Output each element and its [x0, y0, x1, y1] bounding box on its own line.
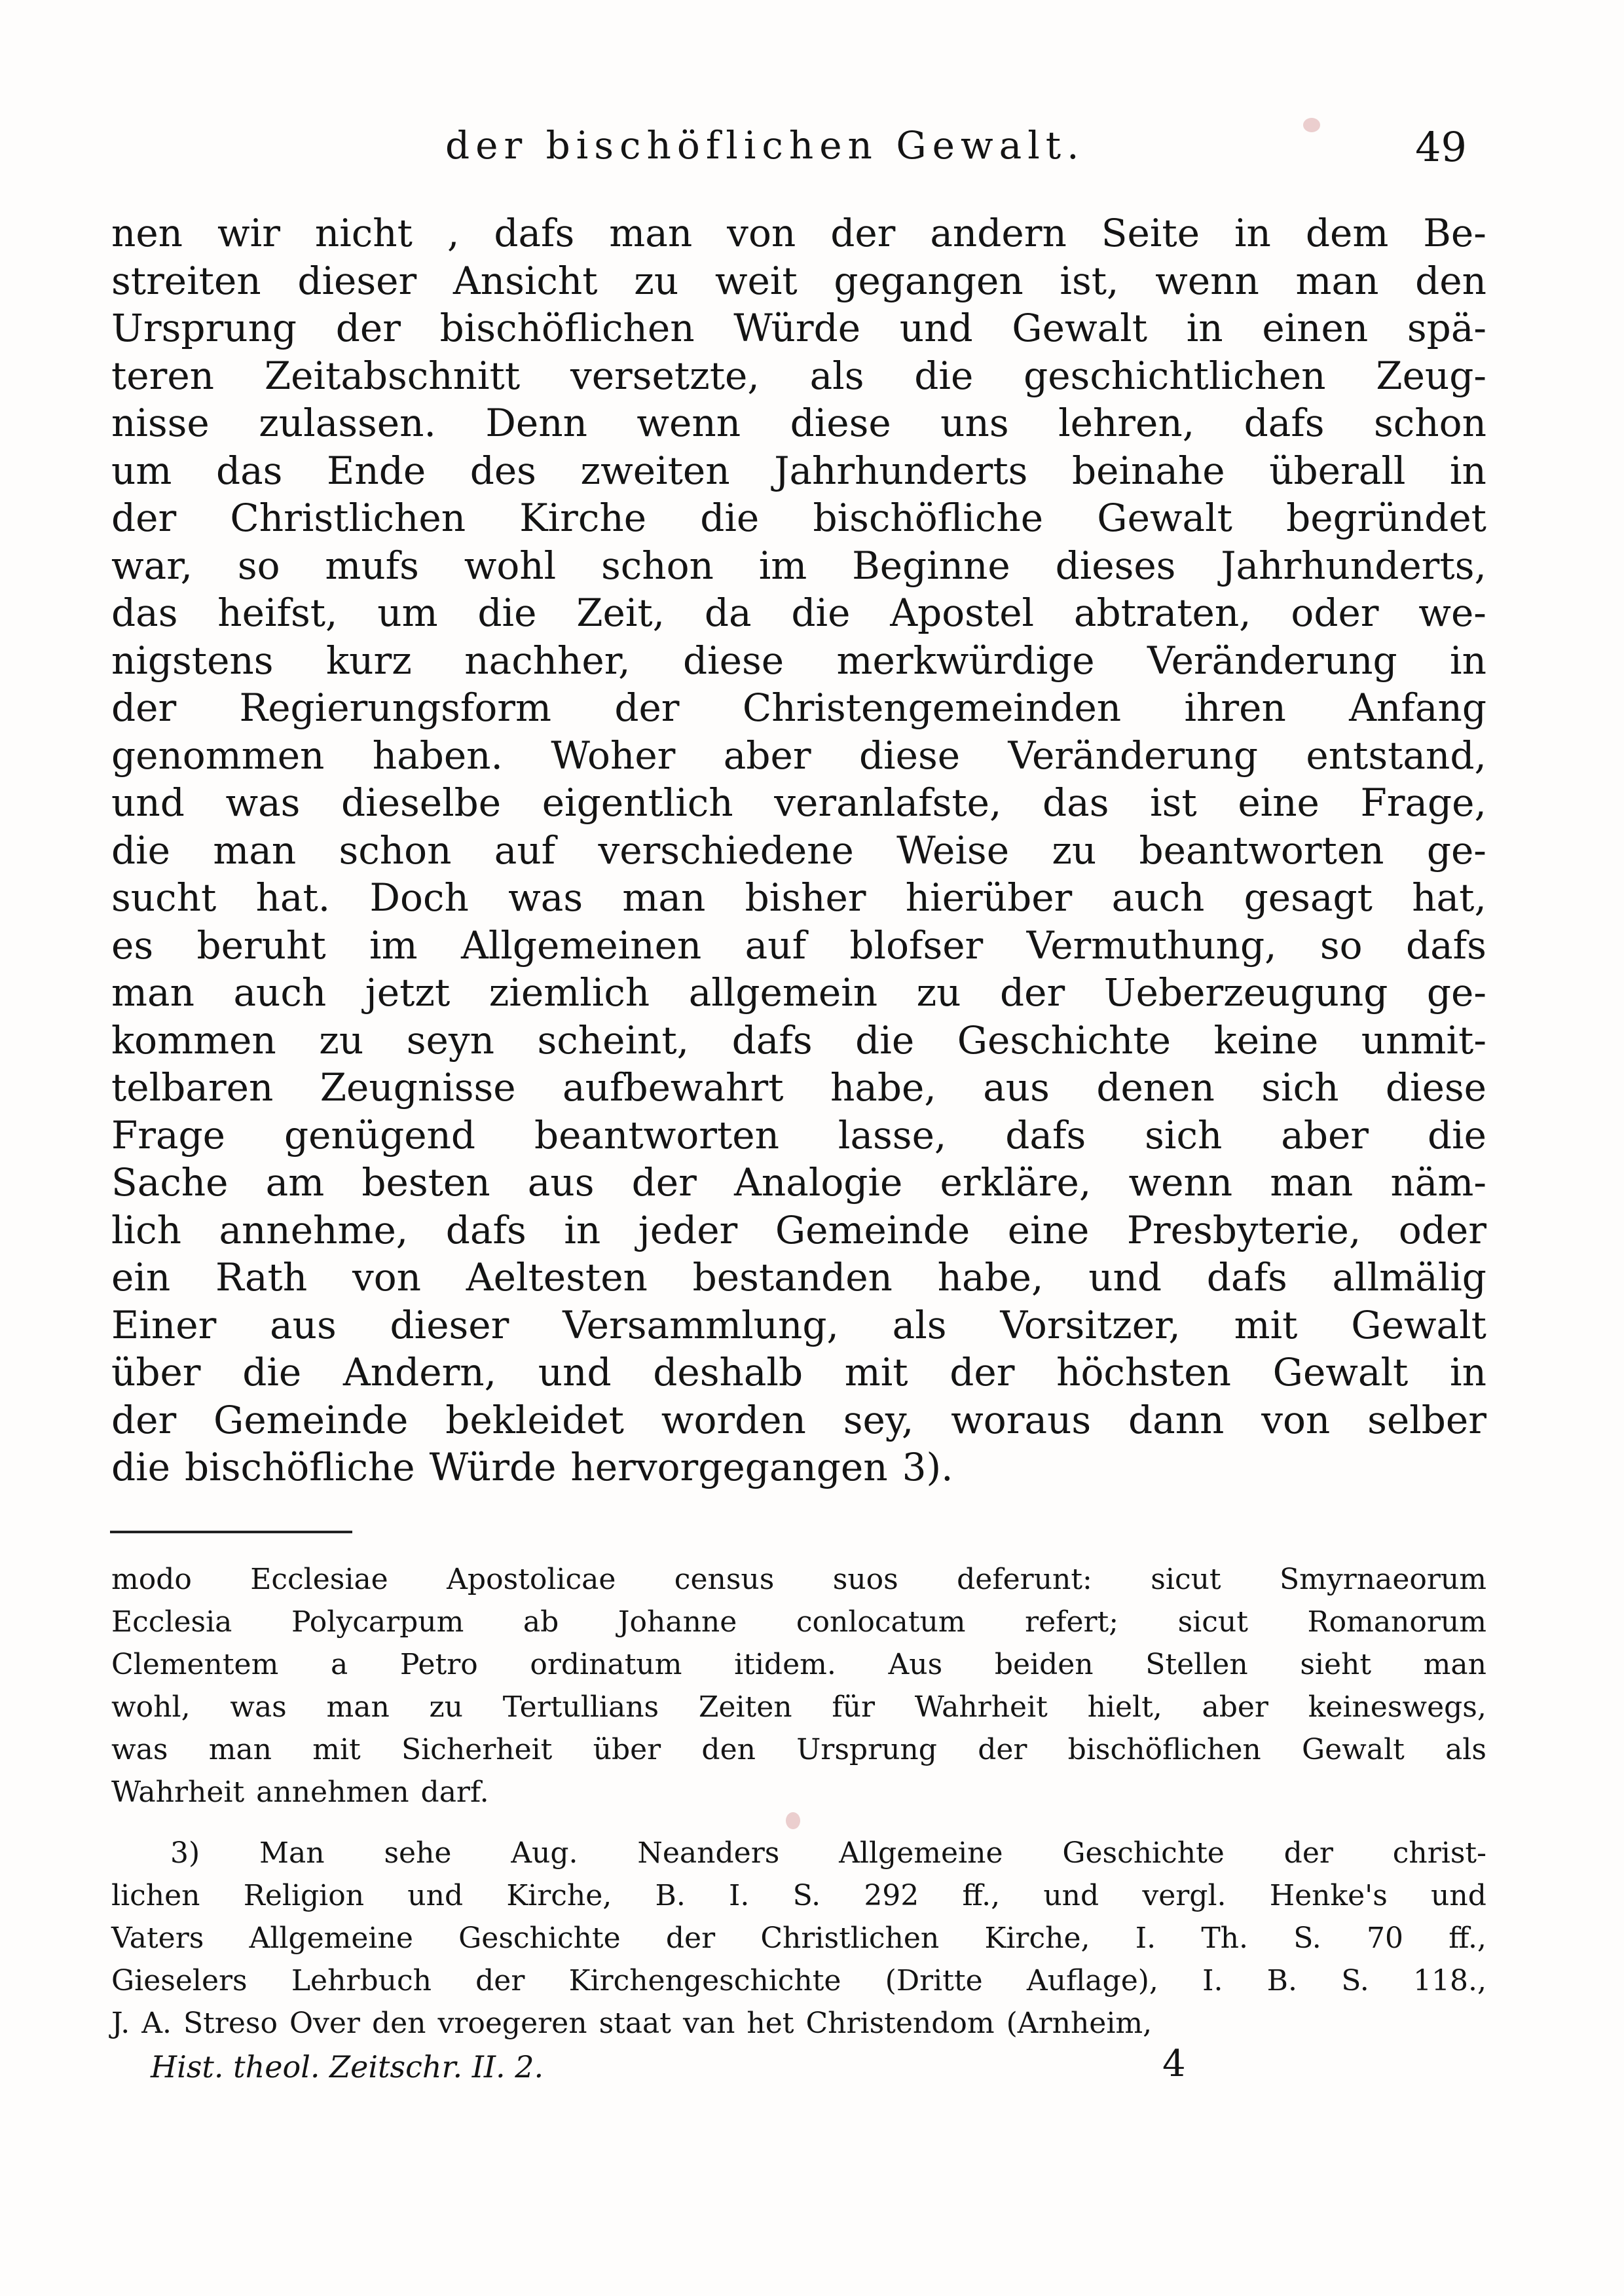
body-line: es beruht im Allgemeinen auf blofser Vermuthung, so dafs: [111, 922, 1486, 968]
body-line: streiten dieser Ansicht zu weit gegangen ist, wenn man den: [111, 258, 1486, 303]
body-line: der Regierungsform der Christengemeinden ihren Anfang: [111, 685, 1486, 730]
body-line: genommen haben. Woher aber diese Veränderung entstand,: [111, 733, 1486, 778]
body-line: um das Ende des zweiten Jahrhunderts beinahe überall in: [111, 448, 1486, 493]
body-line: kommen zu seyn scheint, dafs die Geschichte keine unmit-: [111, 1017, 1486, 1063]
footnote-line: Clementem a Petro ordinatum itidem. Aus beiden Stellen sieht man: [111, 1648, 1486, 1681]
footnote-line: Wahrheit annehmen darf.: [111, 1776, 489, 1809]
body-line: nisse zulassen. Denn wenn diese uns lehren, dafs schon: [111, 401, 1486, 445]
body-line: über die Andern, und deshalb mit der höchsten Gewalt in: [111, 1350, 1486, 1394]
footnote-line: Ecclesia Polycarpum ab Johanne conlocatum refert; sicut Romanorum: [111, 1605, 1486, 1639]
footnote-line: Gieselers Lehrbuch der Kirchengeschichte (Dritte Auflage), I. B. S. 118.,: [111, 1964, 1486, 1997]
footnote-line: was man mit Sicherheit über den Ursprung der bischöflichen Gewalt als: [111, 1733, 1486, 1766]
printer-signature: Hist. theol. Zeitschr. II. 2.: [151, 2049, 544, 2085]
body-line: Ursprung der bischöflichen Würde und Gewalt in einen spä-: [111, 306, 1486, 350]
footnote-line: wohl, was man zu Tertullians Zeiten für Wahrheit hielt, aber keineswegs,: [111, 1690, 1486, 1724]
body-line: Frage genügend beantworten lasse, dafs sich aber die: [111, 1112, 1486, 1157]
body-line: man auch jetzt ziemlich allgemein zu der Ueberzeugung ge-: [111, 970, 1486, 1015]
body-line: lich annehme, dafs in jeder Gemeinde eine Presbyterie, oder: [111, 1207, 1486, 1252]
footnote-rule: [110, 1531, 352, 1533]
body-line: Einer aus dieser Versammlung, als Vorsitzer, mit Gewalt: [111, 1302, 1486, 1347]
body-line: das heifst, um die Zeit, da die Apostel abtraten, oder we-: [111, 591, 1486, 635]
body-line: Sache am besten aus der Analogie erkläre, wenn man näm-: [111, 1160, 1486, 1205]
signature-mark: 4: [1162, 2043, 1186, 2085]
footnotes: [111, 1558, 1486, 2045]
footnote-line: J. A. Streso Over den vroegeren staat van het Christendom (Arnheim,: [111, 2007, 1153, 2040]
body-line: sucht hat. Doch was man bisher hierüber auch gesagt hat,: [111, 875, 1486, 920]
page-number: 49: [1415, 123, 1467, 171]
body-line: ein Rath von Aeltesten bestanden habe, und dafs allmälig: [111, 1255, 1486, 1300]
footnote-gap: [111, 1813, 1486, 1832]
body-line: teren Zeitabschnitt versetzte, als die geschichtlichen Zeug-: [111, 353, 1486, 398]
header-title: der bischöflichen Gewalt.: [445, 123, 1085, 168]
footnote-line: lichen Religion und Kirche, B. I. S. 292 ff., und vergl. Henke's und: [111, 1879, 1486, 1912]
body-line: nen wir nicht , dafs man von der andern Seite in dem Be-: [111, 211, 1486, 255]
body-line: und was dieselbe eigentlich veranlafste, das ist eine Frage,: [111, 780, 1486, 825]
body-line: der Christlichen Kirche die bischöfliche Gewalt begründet: [111, 496, 1486, 540]
body-line: telbaren Zeugnisse aufbewahrt habe, aus denen sich diese: [111, 1065, 1486, 1110]
footnote-line: 3) Man sehe Aug. Neanders Allgemeine Geschichte der christ-: [170, 1836, 1486, 1870]
body-line: war, so mufs wohl schon im Beginne dieses Jahrhunderts,: [111, 543, 1486, 588]
body-line: der Gemeinde bekleidet worden sey, woraus dann von selber: [111, 1397, 1486, 1442]
main-text: [111, 210, 1486, 1491]
footnote-line: Vaters Allgemeine Geschichte der Christlichen Kirche, I. Th. S. 70 ff.,: [111, 1922, 1486, 1955]
body-line: nigstens kurz nachher, diese merkwürdige Veränderung in: [111, 638, 1486, 683]
body-line: die bischöfliche Würde hervorgegangen 3).: [111, 1445, 953, 1489]
footnote-line: modo Ecclesiae Apostolicae census suos deferunt: sicut Smyrnaeorum: [111, 1563, 1486, 1596]
body-line: die man schon auf verschiedene Weise zu beantworten ge-: [111, 828, 1486, 873]
running-header: [445, 123, 1493, 182]
